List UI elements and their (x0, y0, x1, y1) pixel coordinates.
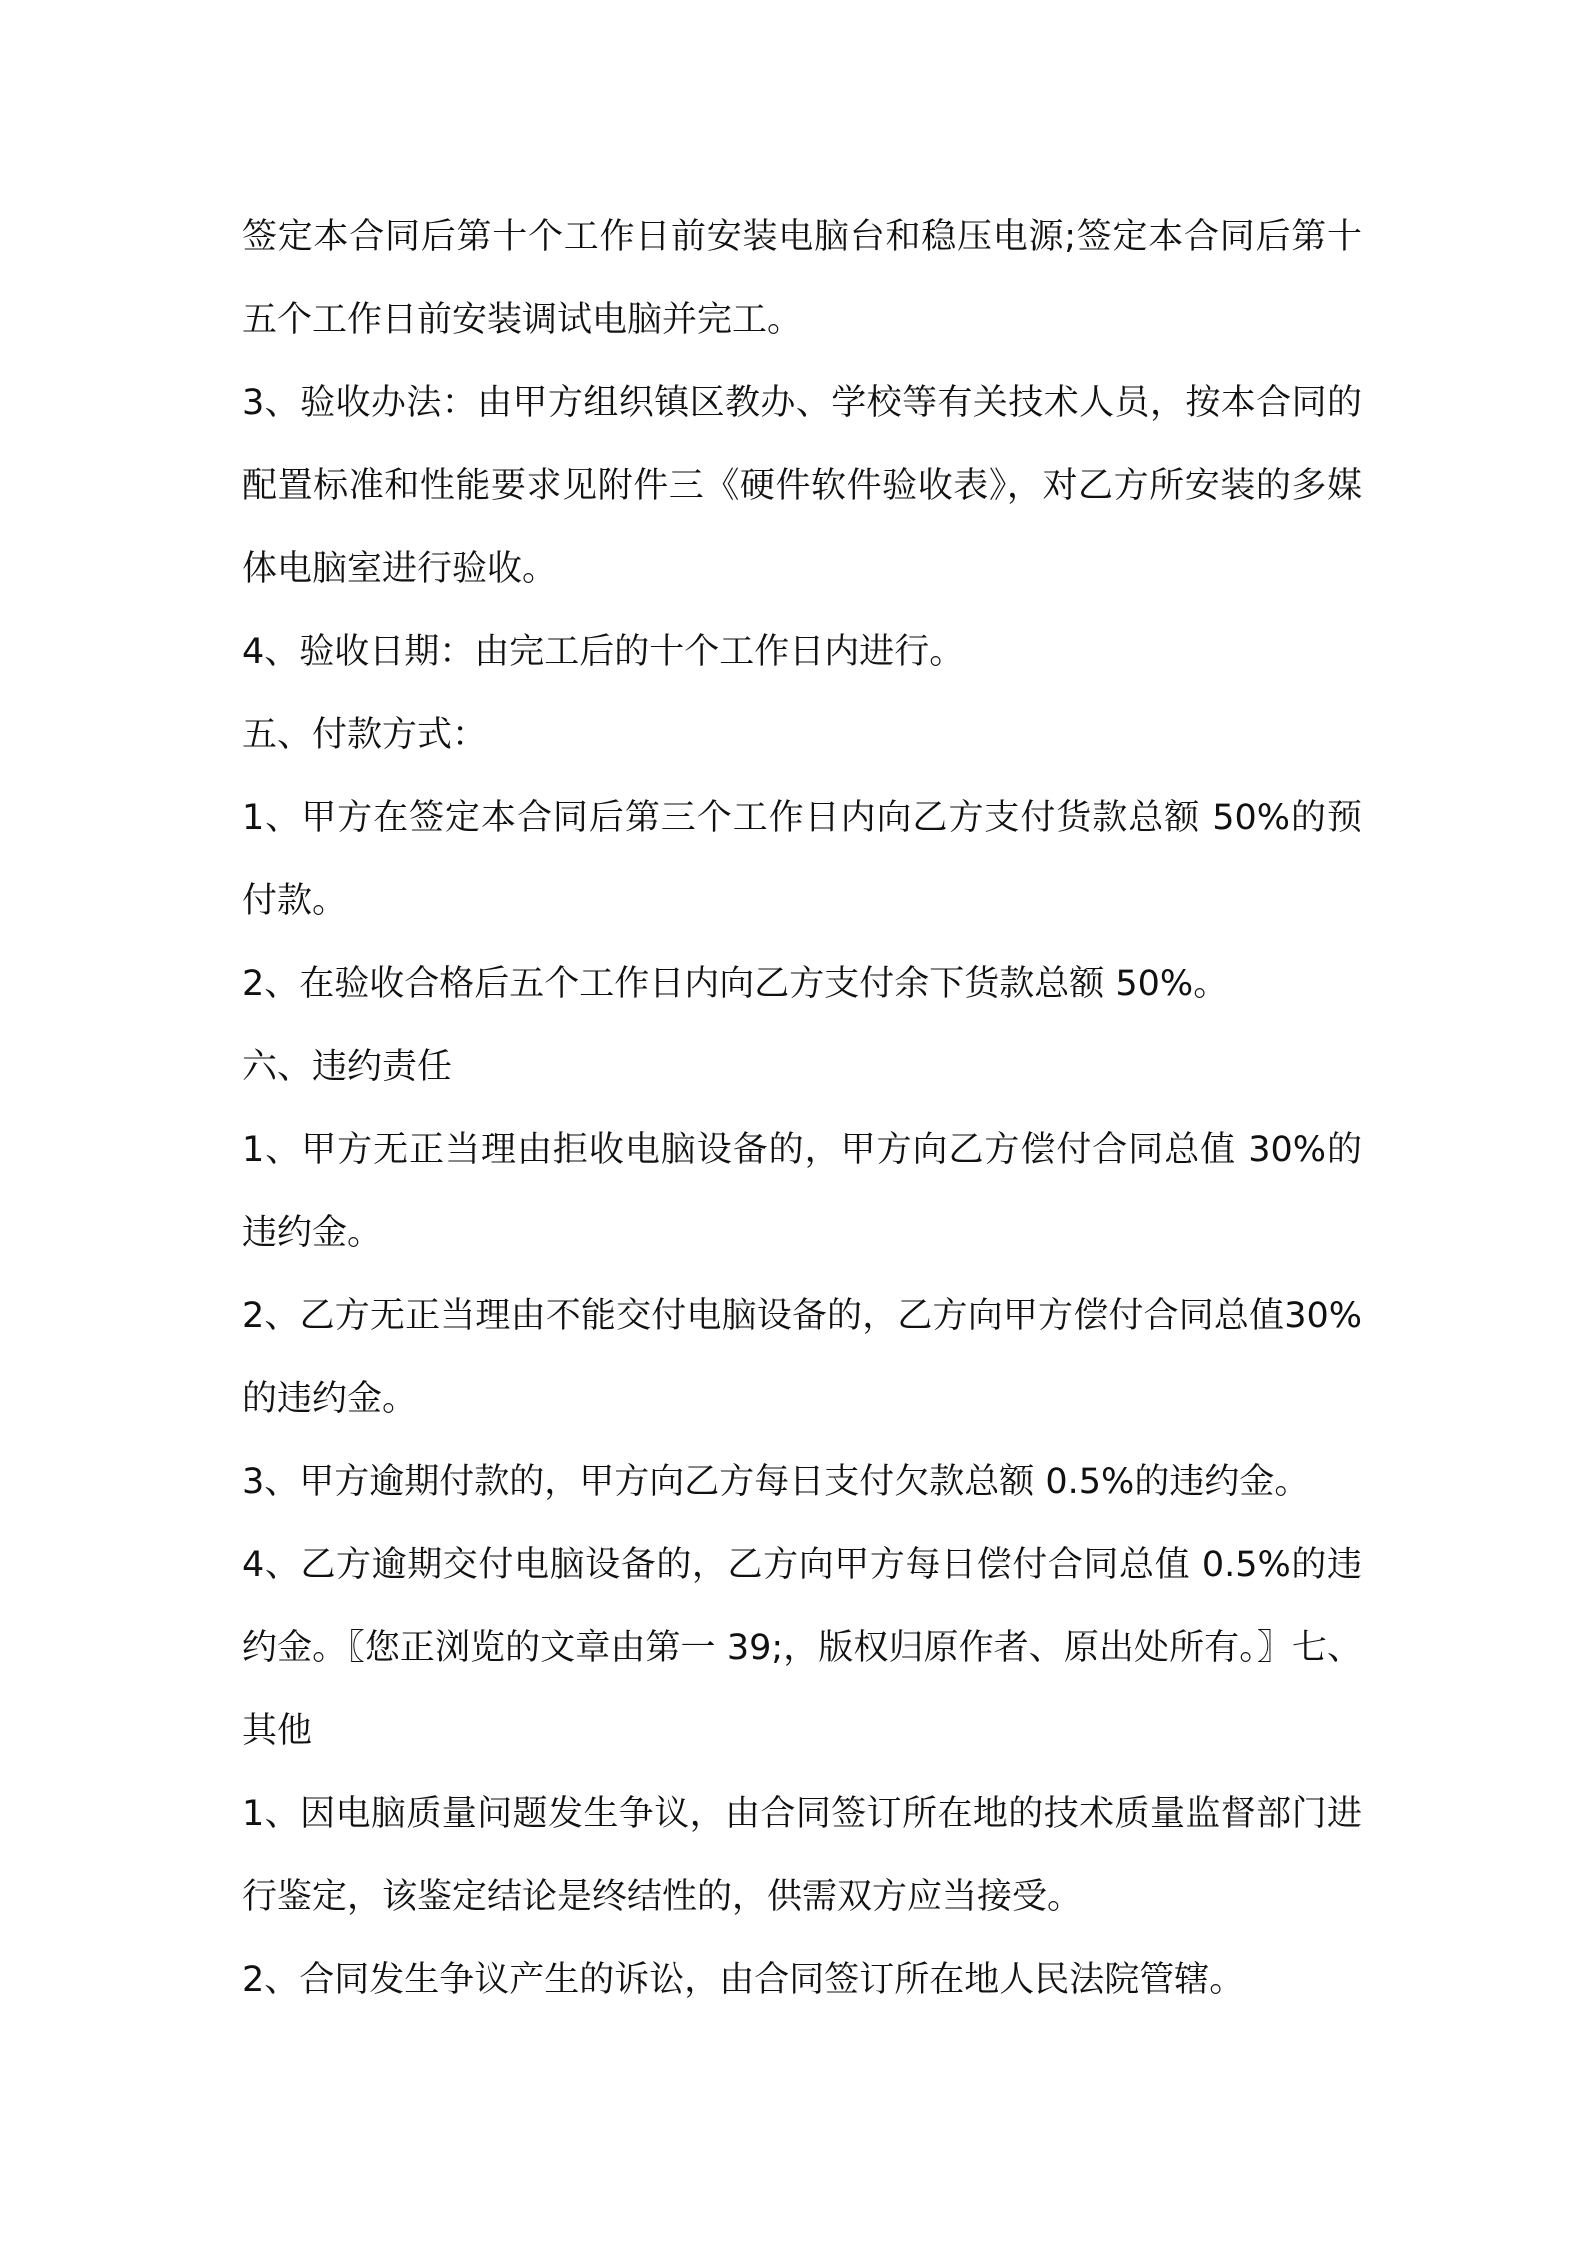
paragraph-liability-3: 3、甲方逾期付款的，甲方向乙方每日支付欠款总额 0.5%的违约金。 (242, 1462, 1310, 1502)
paragraph-liability-2: 2、乙方无正当理由不能交付电脑设备的，乙方向甲方偿付合同总值30%的违约金。 (242, 1296, 1362, 1419)
paragraph-other-1: 1、因电脑质量问题发生争议，由合同签订所在地的技术质量监督部门进行鉴定，该鉴定结论是终结性的，供需双方应当接受。 (242, 1794, 1362, 1917)
paragraph-payment-advance: 1、甲方在签定本合同后第三个工作日内向乙方支付货款总额 50%的预付款。 (242, 798, 1362, 921)
paragraph-acceptance-date: 4、验收日期：由完工后的十个工作日内进行。 (242, 632, 965, 672)
paragraph-other-2: 2、合同发生争议产生的诉讼，由合同签订所在地人民法院管辖。 (242, 1960, 1245, 2000)
document-body (242, 196, 1362, 2022)
paragraph-liability-1: 1、甲方无正当理由拒收电脑设备的，甲方向乙方偿付合同总值 30%的违约金。 (242, 1130, 1362, 1253)
paragraph-liability-4: 4、乙方逾期交付电脑设备的，乙方向甲方每日偿付合同总值 0.5%的违约金。〖您正浏览的文章由第一 39;，版权归原作者、原出处所有。〗七、其他 (242, 1545, 1362, 1751)
paragraph-acceptance-method: 3、验收办法：由甲方组织镇区教办、学校等有关技术人员，按本合同的配置标准和性能要求见附件三《硬件软件验收表》，对乙方所安装的多媒体电脑室进行验收。 (242, 383, 1362, 589)
paragraph-payment-balance: 2、在验收合格后五个工作日内向乙方支付余下货款总额 50%。 (242, 964, 1229, 1004)
section-heading-payment: 五、付款方式： (242, 715, 488, 755)
section-heading-liability: 六、违约责任 (242, 1047, 453, 1087)
paragraph-installation-schedule: 签定本合同后第十个工作日前安装电脑台和稳压电源;签定本合同后第十五个工作日前安装调试电脑并完工。 (242, 217, 1362, 340)
